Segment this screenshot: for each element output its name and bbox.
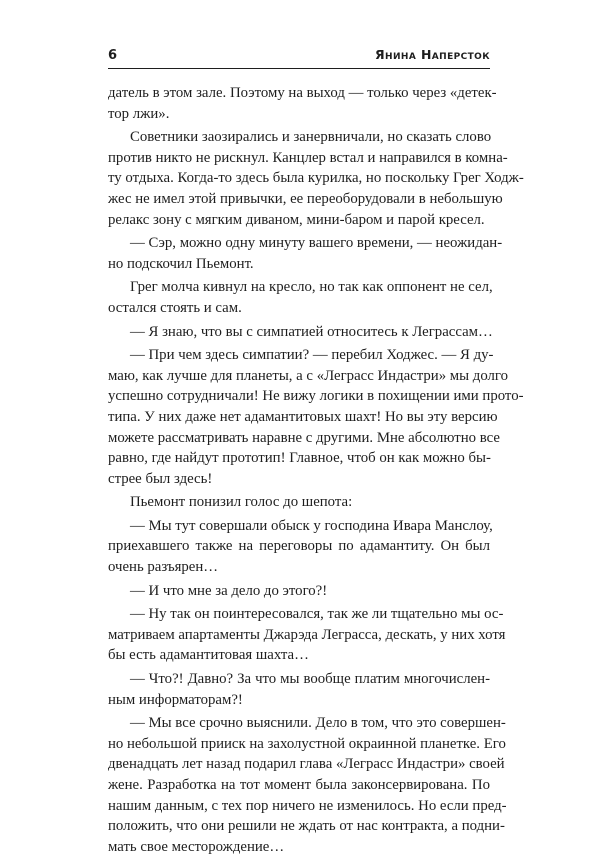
- text-line: — Ну так он поинтересовался, так же ли тщательно мы ос-: [130, 606, 504, 623]
- text-line: положить, что они решили не ждать от нас контракта, а подни-: [108, 818, 505, 835]
- body-text: [108, 83, 524, 857]
- text-line: — Сэр, можно одну минуту вашего времени, — неожидан-: [130, 235, 503, 252]
- text-line: Грег молча кивнул на кресло, но так как оппонент не сел,: [130, 279, 493, 296]
- text-line: — Мы тут совершали обыск у господина Ивара Манслоу,: [130, 517, 493, 534]
- text-line: приехавшего также на переговоры по адамантиту. Он был: [108, 538, 490, 555]
- text-line: равно, где найдут прототип! Главное, чтоб он как можно бы-: [108, 450, 491, 467]
- text-line: датель в этом зале. Поэтому на выход — только через «детек-: [108, 85, 497, 101]
- text-line: бы есть адамантитовая шахта…: [108, 647, 309, 664]
- running-header: [108, 46, 490, 69]
- text-line: ным информаторам?!: [108, 691, 243, 708]
- text-line: тор лжи».: [108, 105, 170, 122]
- text-line: — И что мне за дело до этого?!: [130, 582, 328, 599]
- text-line: — Мы все срочно выяснили. Дело в том, что это совершен-: [130, 715, 506, 732]
- text-line: но небольшой прииск на захолустной окраинной планетке. Его: [108, 735, 506, 752]
- text-line: — Что?! Давно? За что мы вообще платим многочислен-: [130, 671, 490, 688]
- text-line: можете рассматривать наравне с другими. Мне абсолютно все: [108, 429, 500, 446]
- text-line: успешно сотрудничали! Не вижу логики в похищении ими прото-: [108, 388, 524, 405]
- text-line: нашим данным, с тех пор ничего не изменилось. Но если пред-: [108, 797, 507, 814]
- text-line: очень разъярен…: [108, 559, 219, 576]
- text-line: жене. Разработка на тот момент была законсервирована. По: [108, 777, 490, 793]
- running-head-title: Янина Наперсток: [375, 47, 490, 62]
- text-line: типа. У них даже нет адамантитовых шахт! Но вы эту версию: [108, 408, 498, 425]
- text-line: ту отдыха. Когда-то здесь была курилка, но поскольку Грег Ходж-: [108, 170, 524, 187]
- text-line: остался стоять и сам.: [108, 299, 242, 316]
- page-number: 6: [108, 48, 118, 63]
- text-line: стрее был здесь!: [108, 470, 213, 487]
- text-line: двенадцать лет назад подарил глава «Леграсс Индастри» своей: [108, 756, 505, 773]
- text-line: жес не имел этой привычки, ее переоборудовали в небольшую: [108, 190, 503, 207]
- text-line: маю, как лучше для планеты, а с «Леграсс Индастри» мы долго: [108, 367, 509, 384]
- text-line: мать свое месторождение…: [108, 838, 285, 855]
- text-line: Пьемонт понизил голос до шепота:: [130, 494, 353, 511]
- text-line: но подскочил Пьемонт.: [108, 255, 254, 272]
- text-line: релакс зону с мягким диваном, мини-баром и парой кресел.: [108, 211, 485, 228]
- text-line: — Я знаю, что вы с симпатией относитесь к Леграссам…: [130, 323, 493, 340]
- text-line: матриваем апартаменты Джарэда Леграсса, дескать, у них хотя: [108, 626, 506, 643]
- text-line: против никто не рискнул. Канцлер встал и направился в комна-: [108, 149, 508, 166]
- text-line: Советники заозирались и занервничали, но сказать слово: [130, 129, 492, 146]
- text-line: — При чем здесь симпатии? — перебил Ходжес. — Я ду-: [130, 347, 494, 364]
